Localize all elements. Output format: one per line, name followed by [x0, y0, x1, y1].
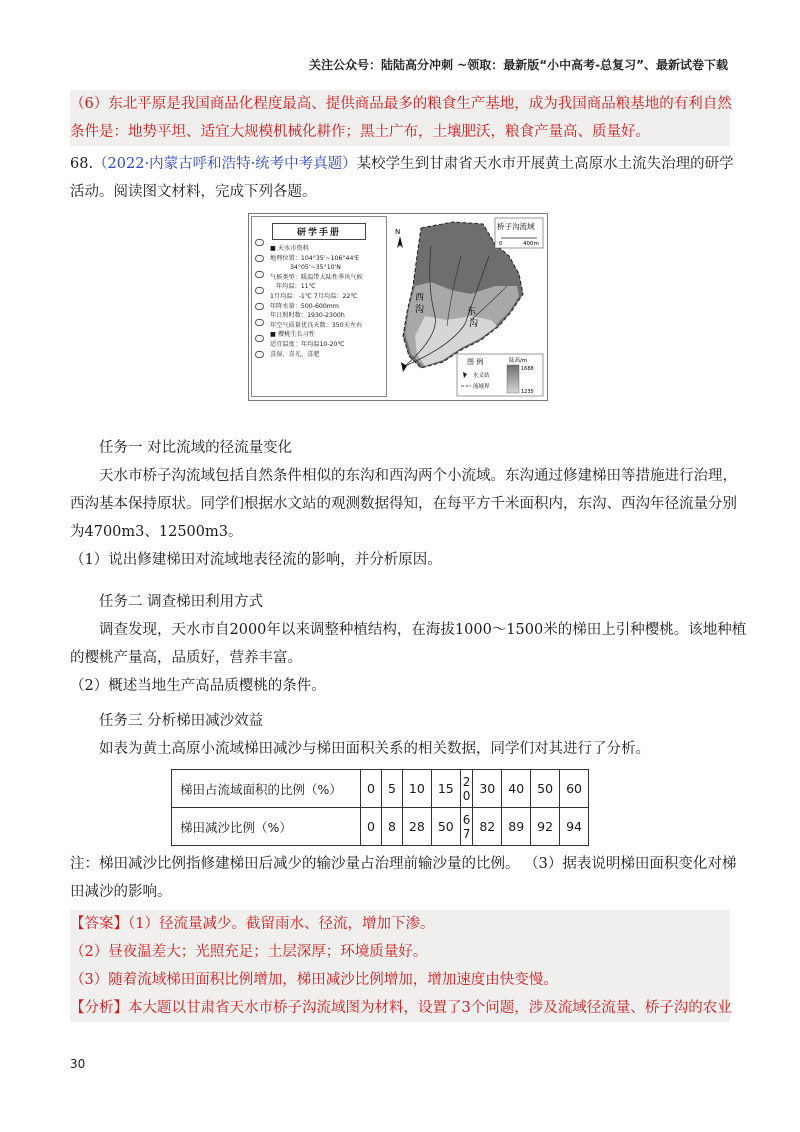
handbook-line: 年均温：11℃ — [276, 283, 316, 291]
note-line: 注：梯田减沙比例指修建梯田后减少的输沙量占治理前输沙量的比例。 （3）据表说明梯田面积变化对梯 — [70, 856, 737, 872]
handbook-line: 气候类型：暖温带大陆性季风气候 — [270, 273, 363, 281]
legend-elevation-label: 陆高/m — [509, 358, 528, 364]
task-title: 任务三 分析梯田减沙效益 — [99, 713, 264, 729]
table-row-header: 梯田减沙比例（%） — [172, 808, 361, 846]
scale-label-400m: 400m — [523, 241, 539, 247]
note-line: 田减沙的影响。 — [70, 884, 172, 900]
east-gully-label: 沟 — [469, 319, 479, 329]
analysis-text: 本大题以甘肃省天水市桥子沟流域图为材料，设置了3个问题，涉及流域径流量、桥子沟的农业 — [128, 1000, 732, 1016]
question-source-link[interactable]: （2022·内蒙古呼和浩特·统考中考真题） — [93, 156, 357, 172]
handbook-line: 喜湿、喜光、喜肥 — [270, 350, 320, 358]
task-paragraph: 西沟基本保持原状。同学们根据水文站的观测数据得知，在每平方千米面积内，东沟、西沟年径流量分别 — [70, 496, 737, 512]
page-header: 关注公众号：陆陆高分冲刺 ~领取：最新版“小中高考-总复习”、最新试卷下载 — [309, 58, 728, 72]
handbook-line: 地理位置：104°35'~106°44'E — [270, 254, 359, 262]
table-cell: 28 — [402, 808, 431, 846]
table-row-header: 梯田占流域面积的比例（%） — [172, 770, 361, 808]
analysis-label: 【分析】 — [70, 1000, 128, 1016]
handbook-line: ■ 樱桃生长习性 — [270, 331, 315, 339]
answer-label: 【答案】 — [70, 916, 128, 932]
handbook-line: ■ 天水市资料 — [270, 245, 309, 252]
legend-title: 图 例 — [467, 358, 484, 366]
handbook-line: 适宜温度：年均温10-20℃ — [270, 340, 345, 348]
task-title: 任务一 对比流域的径流量变化 — [99, 440, 293, 456]
table-cell: 6 7 — [460, 808, 473, 846]
answer-block — [70, 910, 730, 1022]
watershed-map — [391, 216, 545, 402]
table-cell: 94 — [560, 808, 589, 846]
legend-boundary-label: 流域界 — [473, 384, 490, 390]
handbook-line: 年降水量：500-600mm — [270, 302, 339, 310]
task-paragraph: 的樱桃产量高，品质好，营养丰富。 — [70, 650, 302, 666]
task-paragraph: 为4700m3、12500m3。 — [70, 524, 243, 540]
task-one — [70, 434, 737, 574]
table-cell: 40 — [502, 770, 531, 808]
sub-question: （2）概述当地生产高品质樱桃的条件。 — [70, 678, 326, 694]
handbook-title: 研学手册 — [272, 223, 366, 240]
table-cell: 2 0 — [460, 770, 473, 808]
question-number: 68. — [70, 156, 94, 172]
table-row — [172, 770, 589, 808]
table-cell: 10 — [402, 770, 431, 808]
table-cell: 8 — [381, 808, 402, 846]
table-note — [70, 850, 737, 906]
west-gully-label: 沟 — [415, 305, 425, 315]
page-number: 30 — [70, 1057, 86, 1071]
table-cell: 82 — [473, 808, 502, 846]
previous-answer-line: 条件是：地势平坦、适宜大规模机械化耕作；黑土广布，土壤肥沃，粮食产量高、质量好。 — [70, 124, 650, 140]
legend-elevation-min: 1235 — [521, 389, 534, 395]
answer-line: （2）昼夜温差大；光照充足；土层深厚；环境质量好。 — [70, 944, 428, 960]
handbook-line: 年日照时数：1930-2300h — [270, 312, 345, 320]
terrace-sediment-table — [171, 769, 589, 846]
table-cell: 30 — [473, 770, 502, 808]
scale-label-zero: 0 — [499, 241, 503, 247]
handbook-lines — [252, 244, 386, 359]
table-row — [172, 808, 589, 846]
task-paragraph: 天水市桥子沟流域包括自然条件相似的东沟和西沟两个小流域。东沟通过修建梯田等措施进行治理， — [99, 468, 737, 484]
table-cell: 60 — [560, 770, 589, 808]
table-cell: 50 — [531, 770, 560, 808]
task-paragraph: 调查发现，天水市自2000年以来调整种植结构，在海拔1000～1500米的梯田上引种樱桃。该地种植 — [99, 622, 747, 638]
watershed-map-svg — [391, 216, 545, 398]
sub-question: （1）说出修建梯田对流域地表径流的影响，并分析原因。 — [70, 552, 442, 568]
east-gully-label: 东 — [467, 307, 477, 317]
binder-rings — [255, 239, 264, 367]
map-title: 桥子沟流域 — [497, 222, 535, 231]
question-stem-text: 某校学生到甘肃省天水市开展黄土高原水土流失治理的研学 — [356, 156, 734, 172]
answer-line: （3）随着流域梯田面积比例增加，梯田减沙比例增加，增加速度由快变慢。 — [70, 972, 558, 988]
answer-line: （1）径流量减少。截留雨水、径流，增加下渗。 — [128, 916, 435, 932]
study-handbook — [251, 216, 387, 397]
task-title: 任务二 调查梯田利用方式 — [99, 594, 264, 610]
legend-station-label: 水文站 — [473, 373, 490, 379]
handbook-line: 年空气质量优良天数：350天左右 — [270, 321, 363, 329]
north-arrow-icon — [397, 236, 403, 248]
table-cell: 50 — [431, 808, 460, 846]
question-stem — [70, 150, 734, 206]
table-cell: 0 — [361, 808, 382, 846]
table-cell: 15 — [431, 770, 460, 808]
handbook-line: 34°05'~35°10'N — [290, 264, 341, 272]
previous-answer-line: （6）东北平原是我国商品化程度最高、提供商品最多的粮食生产基地，成为我国商品粮基地的有利自然 — [70, 96, 732, 112]
table-cell: 89 — [502, 808, 531, 846]
table-cell: 0 — [361, 770, 382, 808]
figure-material — [248, 213, 548, 401]
task-paragraph: 如表为黄土高原小流域梯田减沙与梯田面积关系的相关数据，同学们对其进行了分析。 — [99, 741, 650, 757]
task-three — [70, 707, 730, 763]
legend-elevation-max: 1688 — [521, 366, 534, 372]
west-gully-label: 西 — [415, 293, 425, 303]
hydrological-station-icon — [401, 362, 407, 372]
table-cell: 92 — [531, 808, 560, 846]
task-two — [70, 588, 747, 700]
previous-answer — [70, 90, 730, 146]
question-stem-text: 活动。阅读图文材料，完成下列各题。 — [70, 184, 317, 200]
north-label: N — [395, 228, 401, 236]
legend-elevation-ramp — [507, 365, 519, 393]
table-cell: 5 — [381, 770, 402, 808]
handbook-line: 1月均温：-1℃ 7月均温：22℃ — [270, 292, 358, 300]
